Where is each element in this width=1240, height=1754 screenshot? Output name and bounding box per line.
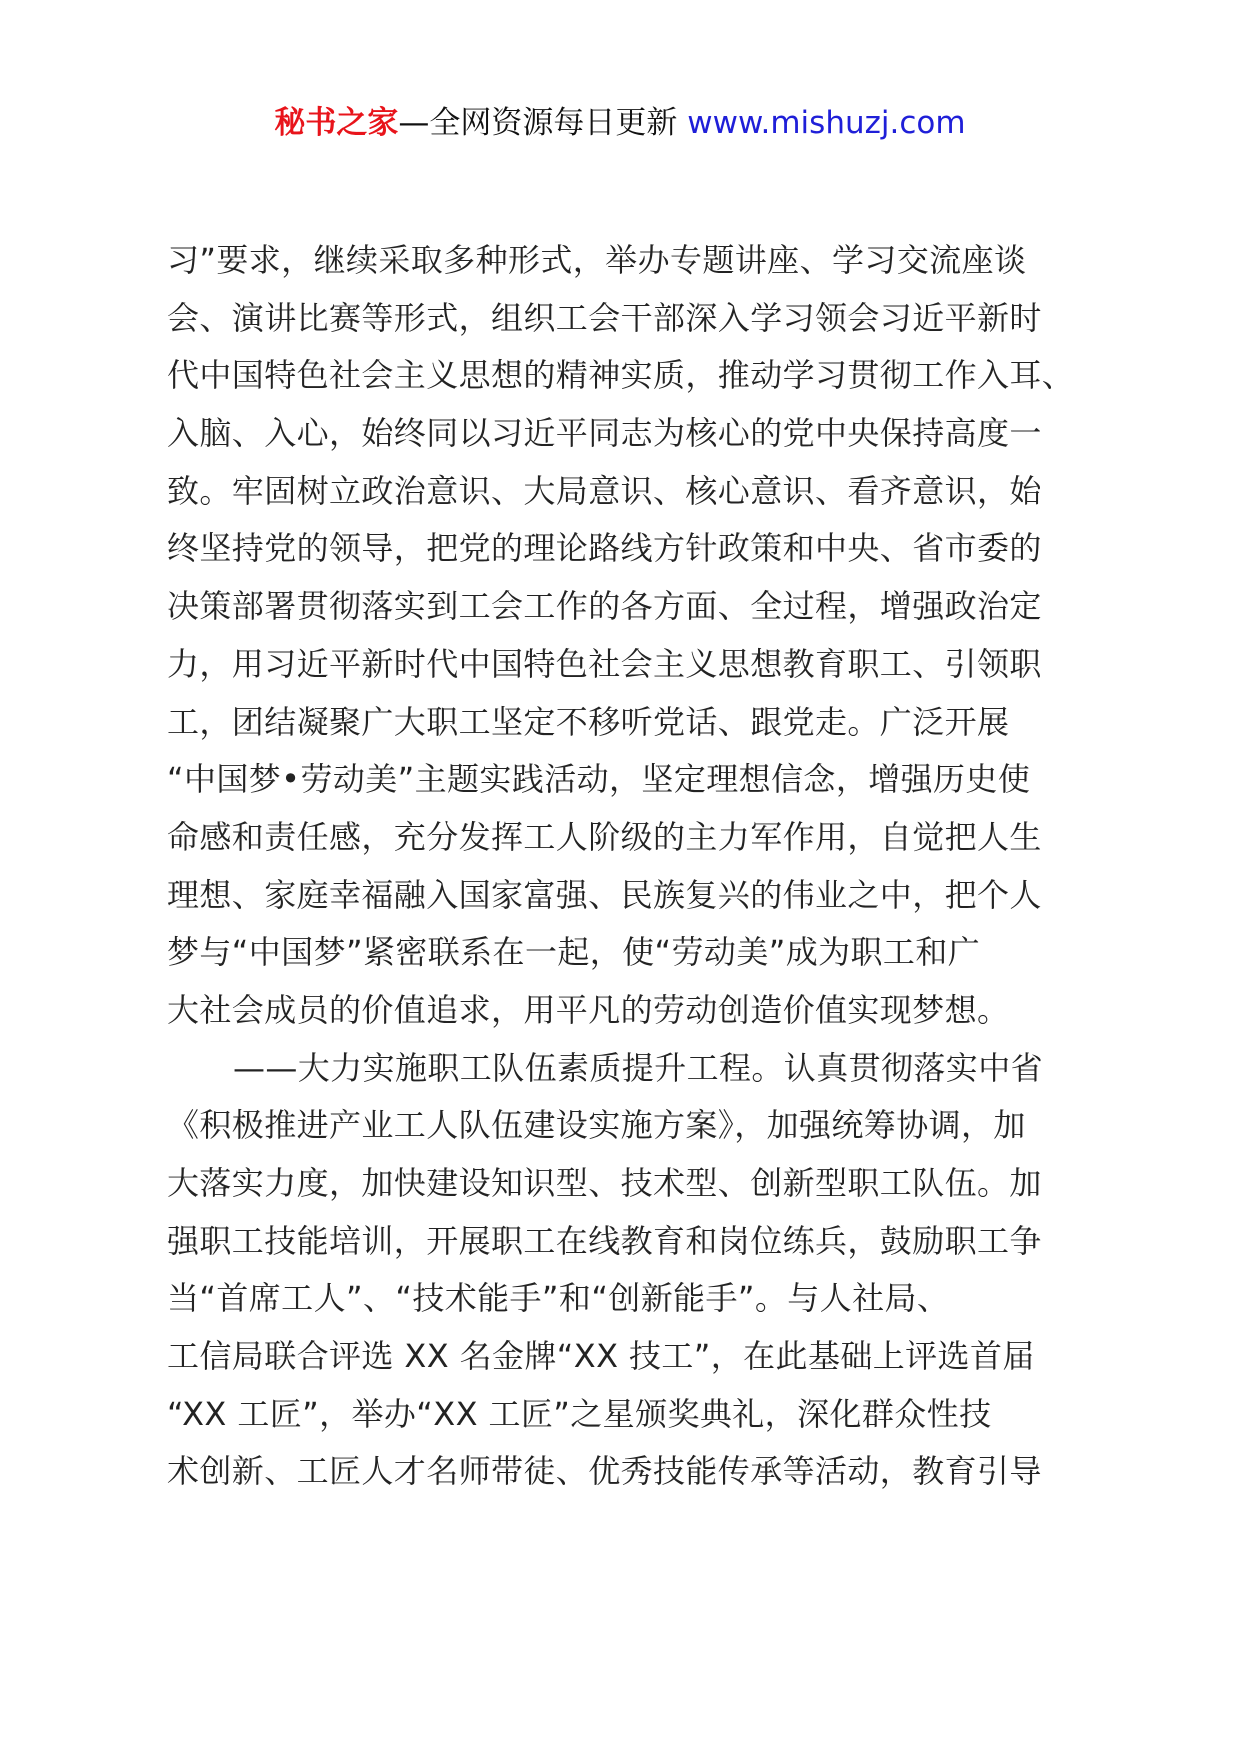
text-line: 当“首席工人”、“技术能手”和“创新能手”。与人社局、: [167, 1279, 950, 1318]
text-line: 会、演讲比赛等形式，组织工会干部深入学习领会习近平新时: [167, 298, 1042, 337]
text-line: 致。牢固树立政治意识、大局意识、核心意识、看齐意识，始: [167, 471, 1042, 510]
text-line: 力，用习近平新时代中国特色社会主义思想教育职工、引领职: [167, 644, 1042, 683]
brand-name: 秘书之家: [274, 105, 399, 141]
text-line: 习”要求，继续采取多种形式，举办专题讲座、学习交流座谈: [167, 241, 1027, 279]
text-line: 强职工技能培训，开展职工在线教育和岗位练兵，鼓励职工争: [167, 1221, 1042, 1260]
text-line: 终坚持党的领导，把党的理论路线方针政策和中央、省市委的: [167, 529, 1042, 568]
text-line: 工，团结凝聚广大职工坚定不移听党话、跟党走。广泛开展: [167, 702, 1010, 741]
text-line: 命感和责任感，充分发挥工人阶级的主力军作用，自觉把人生: [167, 817, 1042, 856]
text-line: 理想、家庭幸福融入国家富强、民族复兴的伟业之中，把个人: [167, 875, 1042, 914]
text-line: 《积极推进产业工人队伍建设实施方案》，加强统筹协调，加: [167, 1106, 1026, 1145]
text-line: “中国梦•劳动美”主题实践活动，坚定理想信念，增强历史使: [167, 760, 1031, 799]
text-line: 入脑、入心，始终同以习近平同志为核心的党中央保持高度一: [167, 414, 1042, 453]
text-line: 大社会成员的价值追求，用平凡的劳动创造价值实现梦想。: [167, 990, 1010, 1029]
text-line: 决策部署贯彻落实到工会工作的各方面、全过程，增强政治定: [167, 587, 1042, 626]
page-header: [0, 100, 1240, 146]
site-url-link[interactable]: www.mishuzj.com: [687, 105, 966, 141]
text-line: 大落实力度，加快建设知识型、技术型、创新型职工队伍。加: [167, 1164, 1042, 1202]
text-line: 术创新、工匠人才名师带徒、优秀技能传承等活动，教育引导: [167, 1452, 1042, 1491]
header-tagline: —全网资源每日更新: [398, 105, 678, 141]
document-body: [167, 232, 1097, 1501]
text-line: “XX 工匠”，举办“XX 工匠”之星颁奖典礼，深化群众性技: [167, 1394, 992, 1433]
text-line: 代中国特色社会主义思想的精神实质，推动学习贯彻工作入耳、: [167, 356, 1075, 395]
text-line: ——大力实施职工队伍素质提升工程。认真贯彻落实中省: [233, 1048, 1044, 1087]
text-line: 梦与“中国梦”紧密联系在一起，使“劳动美”成为职工和广: [167, 933, 981, 972]
text-line: 工信局联合评选 XX 名金牌“XX 技工”，在此基础上评选首届: [167, 1337, 1035, 1376]
